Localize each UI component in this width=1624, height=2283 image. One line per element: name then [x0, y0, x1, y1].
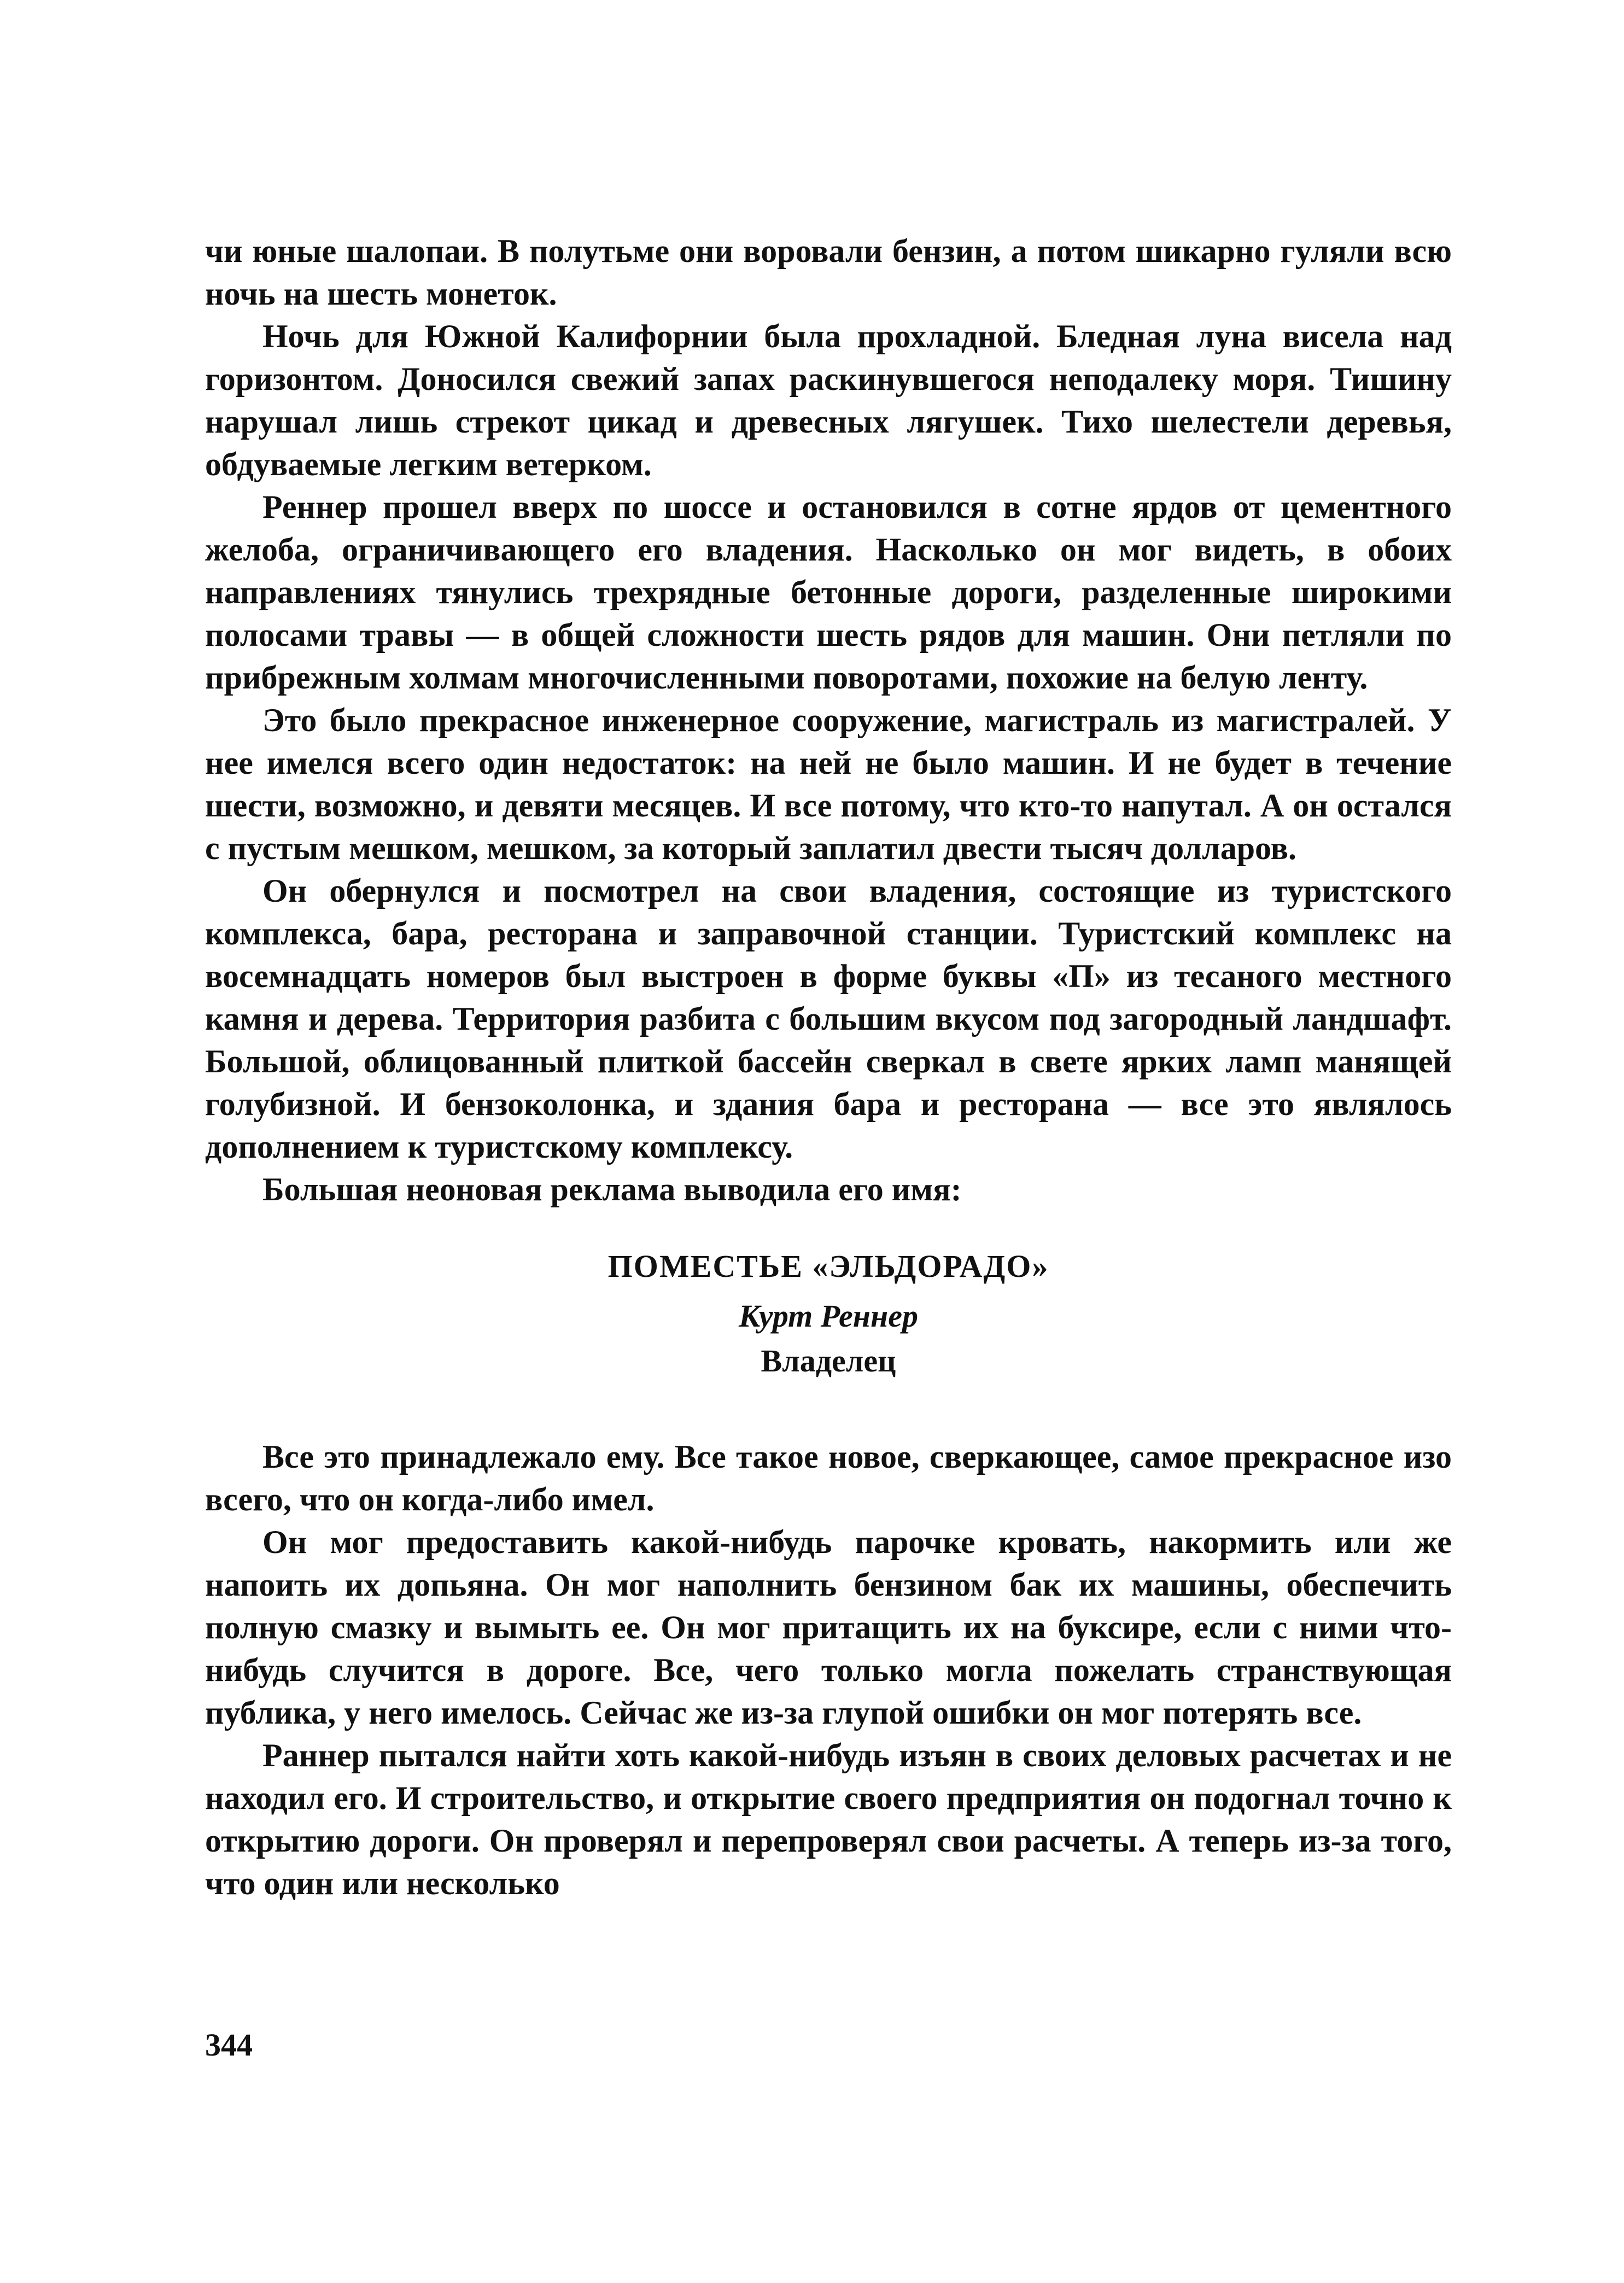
sign-owner-name: Курт Реннер: [739, 1298, 918, 1334]
paragraph-calculations: Раннер пытался найти хоть какой-нибудь изъян в своих деловых расчетах и не находил его. И строительство, и открытие своего предприятия он подогнал точно к открытию дороги. Он проверял и перепроверял свои расчеты. А теперь из-за того, что один или несколько: [205, 1737, 1452, 1901]
paragraph-night: Ночь для Южной Калифорнии была прохладной. Бледная луна висела над горизонтом. Доносился свежий запах раскинувшегося неподалеку моря. Тишину нарушал лишь стрекот цикад и древесных лягушек. Тихо шелестели деревья, обдуваемые легким ветерком.: [205, 318, 1452, 482]
body-text: [205, 230, 1452, 1905]
sign-title: ПОМЕСТЬЕ «ЭЛЬДОРАДО»: [607, 1248, 1049, 1284]
paragraph-services: Он мог предоставить какой-нибудь парочке кровать, накормить или же напоить их допьяна. Он мог наполнить бензином бак их машины, обеспечить полную смазку и вымыть ее. Он мог притащить их на буксире, если с ними что-нибудь случится в дороге. Все, чего только могла пожелать странствующая публика, у него имелось. Сейчас же из-за глупой ошибки он мог потерять все.: [205, 1524, 1452, 1731]
paragraph-engineering: Это было прекрасное инженерное сооружение, магистраль из магистралей. У нее имелся всего один недостаток: на ней не было машин. И не будет в течение шести, возможно, и девяти месяцев. И все потому, что кто-то напутал. А он остался с пустым мешком, мешком, за который заплатил двести тысяч долларов.: [205, 702, 1452, 866]
paragraph-neon-intro: Большая неоновая реклама выводила его имя:: [262, 1171, 962, 1207]
page-number: 344: [205, 2027, 253, 2063]
paragraph-highway: Реннер прошел вверх по шоссе и остановился в сотне ярдов от цементного желоба, ограничивающего его владения. Насколько он мог видеть, в обоих направлениях тянулись трехрядные бетонные дороги, разделенные широкими полосами травы — в общей сложности шесть рядов для машин. Они петляли по прибрежным холмам многочисленными поворотами, похожие на белую ленту.: [205, 489, 1452, 696]
paragraph-continuation: чи юные шалопаи. В полутьме они воровали бензин, а потом шикарно гуляли всю ночь на шесть монеток.: [205, 233, 1452, 312]
neon-sign-text: [205, 1239, 1452, 1383]
paragraph-property: Он обернулся и посмотрел на свои владения, состоящие из туристского комплекса, бара, ресторана и заправочной станции. Туристский комплекс на восемнадцать номеров был выстроен в форме буквы «П» из тесаного местного камня и дерева. Территория разбита с большим вкусом под загородный ландшафт. Большой, облицованный плиткой бассейн сверкал в свете ярких ламп манящей голубизной. И бензоколонка, и здания бара и ресторана — все это являлось дополнением к туристскому комплексу.: [205, 873, 1452, 1165]
sign-owner-role: Владелец: [761, 1343, 896, 1379]
paragraph-ownership: Все это принадлежало ему. Все такое новое, сверкающее, самое прекрасное изо всего, что он когда-либо имел.: [205, 1439, 1452, 1517]
